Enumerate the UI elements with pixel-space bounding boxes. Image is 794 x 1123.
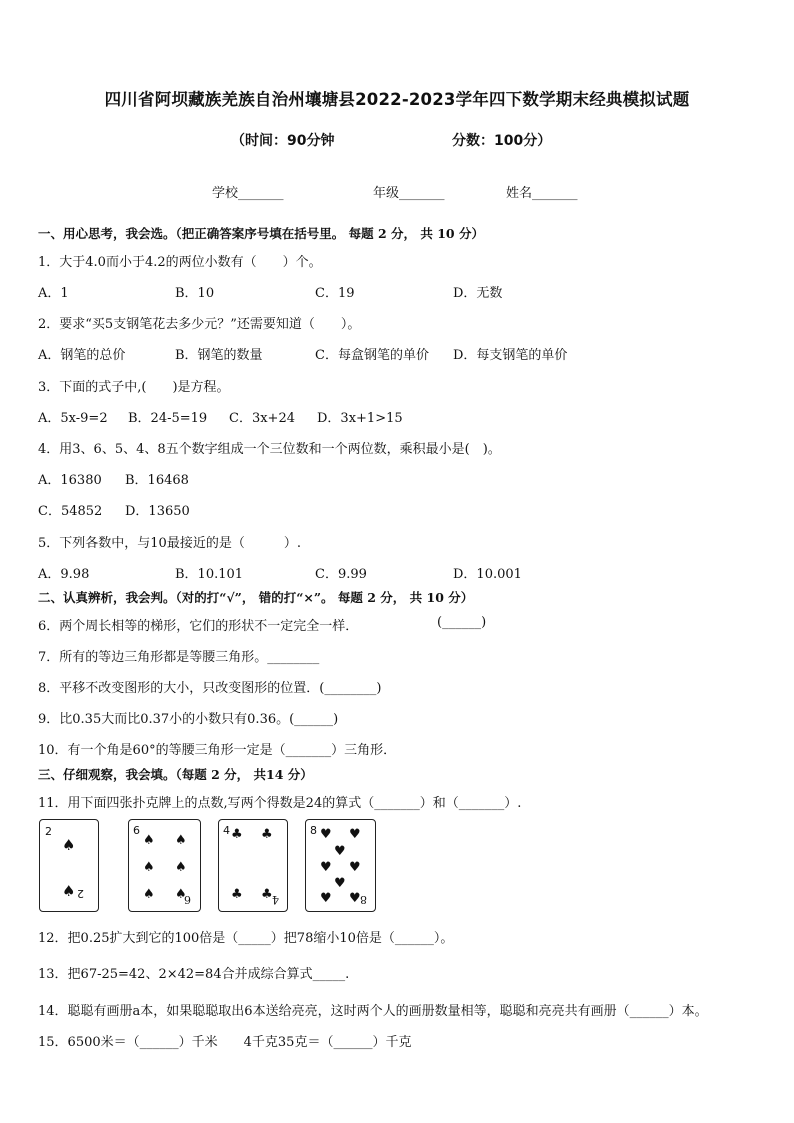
spade-icon: ♠	[175, 860, 187, 875]
q4-option-d[interactable]: D．13650	[125, 504, 190, 519]
q1-option-b[interactable]: B．10	[175, 286, 215, 301]
question-8: 8．平移不改变图形的大小，只改变图形的位置．(________)	[38, 681, 382, 696]
heart-icon: ♥	[349, 860, 361, 875]
section-heading-choice: 一、用心思考，我会选。（把正确答案序号填在括号里。 每题 2 分， 共 10 分）	[38, 226, 484, 241]
q4-option-a[interactable]: A．16380	[38, 473, 102, 488]
card-rank: 2	[45, 825, 52, 838]
spade-icon: ♠	[143, 860, 155, 875]
spade-icon: ♠	[143, 887, 155, 902]
spade-icon: ♠	[62, 836, 76, 854]
spade-icon: ♠	[175, 887, 187, 902]
card-face	[129, 820, 199, 910]
card-rank-inverted: 8	[360, 893, 367, 906]
school-field[interactable]: 学校_______	[212, 186, 284, 201]
playing-card-4-clubs	[218, 819, 288, 912]
q4-option-b[interactable]: B．16468	[125, 473, 189, 488]
grade-field[interactable]: 年级_______	[373, 186, 445, 201]
heart-icon: ♥	[320, 860, 332, 875]
card-face	[219, 820, 286, 910]
q5-option-b[interactable]: B．10.101	[175, 567, 244, 582]
question-3: 3．下面的式子中,( )是方程。	[38, 380, 230, 395]
exam-score: 分数：100分）	[452, 133, 552, 149]
card-rank-inverted: 6	[184, 893, 191, 906]
question-9: 9．比0.35大而比0.37小的小数只有0.36。(______)	[38, 712, 339, 727]
club-icon: ♣	[261, 827, 273, 842]
name-field[interactable]: 姓名_______	[506, 186, 578, 201]
question-11: 11．用下面四张扑克牌上的点数,写两个得数是24的算式（_______）和（_______）.	[38, 796, 522, 811]
section-heading-judge: 二、认真辨析，我会判。（对的打“√”， 错的打“×”。 每题 2 分， 共 10 分）	[38, 590, 474, 605]
q3-option-b[interactable]: B．24-5=19	[128, 411, 208, 426]
question-15: 15．6500米＝（______）千米 4千克35克＝（______）千克	[38, 1035, 412, 1050]
q3-option-c[interactable]: C．3x+24	[229, 411, 295, 426]
spade-icon: ♠	[143, 833, 155, 848]
question-12: 12．把0.25扩大到它的100倍是（_____）把78缩小10倍是（______）。	[38, 931, 454, 946]
question-4: 4．用3、6、5、4、8五个数字组成一个三位数和一个两位数，乘积最小是( )。	[38, 442, 501, 457]
q2-option-b[interactable]: B．钢笔的数量	[175, 348, 263, 363]
playing-card-8-hearts	[305, 819, 376, 912]
card-rank: 4	[223, 824, 230, 837]
q5-option-d[interactable]: D．10.001	[453, 567, 522, 582]
q6-answer-blank[interactable]: (______)	[437, 615, 487, 630]
q2-option-c[interactable]: C．每盒钢笔的单价	[315, 348, 429, 363]
card-face	[306, 820, 374, 910]
heart-icon: ♥	[334, 876, 346, 891]
question-7: 7．所有的等边三角形都是等腰三角形。________	[38, 650, 320, 665]
question-6: 6．两个周长相等的梯形，它们的形状不一定完全一样．	[38, 619, 359, 634]
question-10: 10．有一个角是60°的等腰三角形一定是（_______）三角形．	[38, 743, 397, 758]
heart-icon: ♥	[349, 891, 361, 906]
q4-option-c[interactable]: C．54852	[38, 504, 103, 519]
q2-option-a[interactable]: A．钢笔的总价	[38, 348, 126, 363]
club-icon: ♣	[261, 887, 273, 902]
club-icon: ♣	[231, 827, 243, 842]
question-2: 2．要求“买5支钢笔花去多少元？”还需要知道（ ）。	[38, 317, 361, 332]
section-heading-fill: 三、仔细观察，我会填。（每题 2 分， 共14 分）	[38, 767, 313, 782]
card-rank-inverted: 2	[77, 887, 84, 900]
spade-icon: ♠	[175, 833, 187, 848]
q5-option-a[interactable]: A．9.98	[38, 567, 90, 582]
heart-icon: ♥	[349, 827, 361, 842]
question-5: 5．下列各数中，与10最接近的是（ ）.	[38, 536, 301, 551]
card-rank-inverted: 4	[272, 893, 279, 906]
heart-icon: ♥	[320, 891, 332, 906]
card-rank: 8	[310, 824, 317, 837]
question-13: 13．把67-25=42、2×42=84合并成综合算式_____.	[38, 967, 350, 982]
q1-option-c[interactable]: C．19	[315, 286, 355, 301]
q1-option-d[interactable]: D．无数	[453, 286, 503, 301]
question-1: 1．大于4.0而小于4.2的两位小数有（ ）个。	[38, 255, 322, 270]
card-face	[40, 820, 97, 910]
q2-option-d[interactable]: D．每支钢笔的单价	[453, 348, 568, 363]
spade-icon: ♠	[62, 882, 76, 900]
heart-icon: ♥	[320, 827, 332, 842]
exam-time: （时间：90分钟	[231, 133, 335, 149]
playing-card-2-spades	[39, 819, 99, 912]
q5-option-c[interactable]: C．9.99	[315, 567, 367, 582]
heart-icon: ♥	[334, 844, 346, 859]
question-14: 14．聪聪有画册a本，如果聪聪取出6本送给亮亮，这时两个人的画册数量相等，聪聪和亮亮共有画册（______）本。	[38, 1004, 708, 1019]
club-icon: ♣	[231, 887, 243, 902]
q1-option-a[interactable]: A．1	[38, 286, 69, 301]
exam-title: 四川省阿坝藏族羌族自治州壤塘县2022-2023学年四下数学期末经典模拟试题	[104, 90, 690, 109]
q3-option-d[interactable]: D．3x+1>15	[317, 411, 403, 426]
q3-option-a[interactable]: A．5x-9=2	[38, 411, 108, 426]
card-rank: 6	[133, 824, 140, 837]
playing-card-6-spades	[128, 819, 201, 912]
